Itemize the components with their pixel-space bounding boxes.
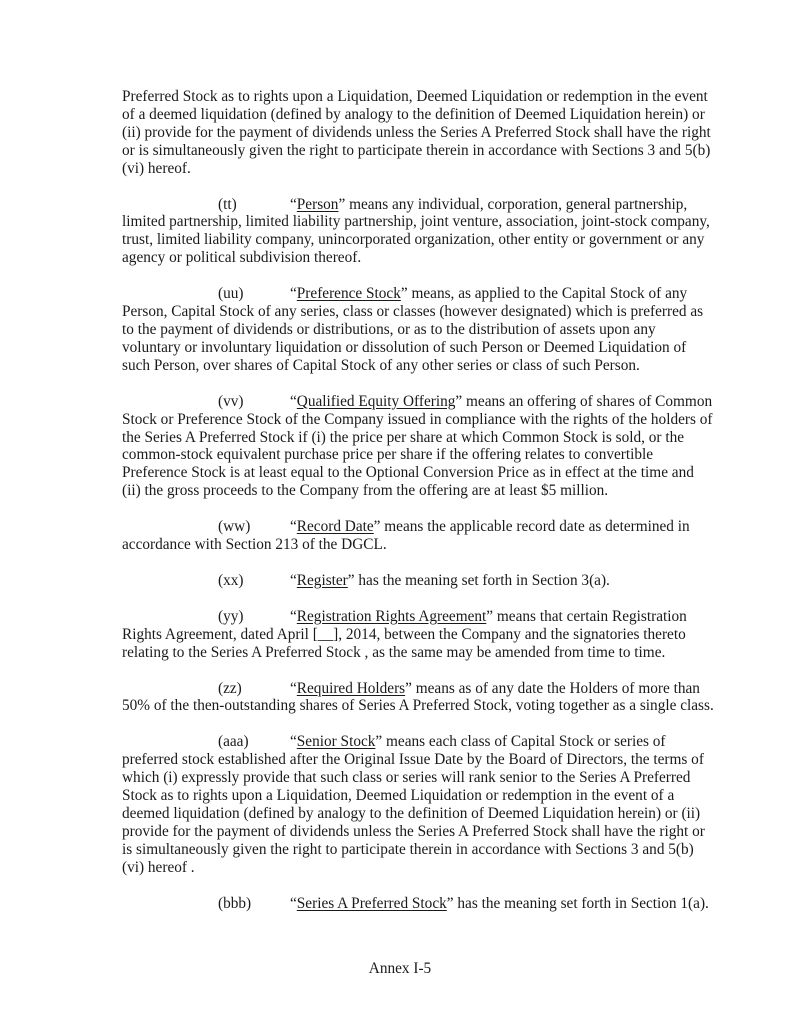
definition-number: (zz) — [218, 679, 242, 697]
definition-senior-stock: (aaa) “Senior Stock” means each class of Capital Stock or series of preferred stock established after the Original Issue Date by the Board of Directors, the terms of which (i) expressly provide that such class or series will rank senior to the Series A Preferred Stock as to rights upon a Liquidation, Deemed Liquidation or redemption in the event of a deemed liquidation (defined by analogy to the definition of Deemed Liquidation herein) or (ii) provide for the payment of dividends unless the Series A Preferred Stock shall have the right or is simultaneously given the right to participate therein in accordance with Sections 3 and 5(b)(vi) hereof . — [122, 733, 705, 876]
definition-number: (bbb) — [218, 894, 252, 912]
defined-term: Required Holders — [296, 679, 406, 697]
defined-term: Record Date — [296, 518, 374, 536]
intro-paragraph: Preferred Stock as to rights upon a Liquidation, Deemed Liquidation or redemption in the event of a deemed liquidation (defined by analogy to the definition of Deemed Liquidation herein) or (ii) provide for the payment of dividends unless the Series A Preferred Stock shall have the right or is simultaneously given the right to participate therein in accordance with Sections 3 and 5(b)(vi) hereof. — [122, 88, 711, 177]
definition-register: (xx) “Register” has the meaning set forth in Section 3(a). — [122, 572, 714, 590]
definition-number: (yy) — [218, 607, 244, 625]
definition-registration-rights-agreement: (yy) “Registration Rights Agreement” means that certain Registration Rights Agreement, dated April [__], 2014, between the Company and the signatories thereto relating to the Series A Preferred Stock , as the same may be amended from time to time. — [122, 607, 687, 661]
definition-text: ” has the meaning set forth in Section 1(a). — [446, 894, 709, 912]
defined-term: Series A Preferred Stock — [296, 894, 447, 912]
definition-text: ” means as of any date the Holders of more than 50% of the then-outstanding shares of Series A Preferred Stock, voting together as a single class. — [122, 679, 714, 715]
defined-term: Register — [296, 571, 348, 589]
definition-person: (tt) “Person” means any individual, corporation, general partnership, limited partnership, limited liability partnership, joint venture, association, joint-stock company, trust, limited liability company, unincorporated organization, other entity or government or any agency or political subdivision thereof. — [122, 195, 710, 267]
definition-text: ” means the applicable record date as determined in accordance with Section 213 of the DGCL. — [122, 518, 690, 554]
definition-number: (ww) — [218, 518, 251, 536]
defined-term: Senior Stock — [296, 733, 376, 751]
defined-term: Person — [296, 195, 339, 213]
definition-text: ” means any individual, corporation, general partnership, limited partnership, limited liability partnership, joint venture, association, joint-stock company, trust, limited liability company, unincorporated organization, other entity or government or any agency or political subdivision thereof. — [122, 195, 710, 267]
definition-text: ” means, as applied to the Capital Stock of any Person, Capital Stock of any series, class or classes (however designated) which is preferred as to the payment of dividends or distributions, or as to the distribution of assets upon any voluntary or involuntary liquidation or dissolution of such Person or Deemed Liquidation of such Person, over shares of Capital Stock of any other series or class of such Person. — [122, 285, 704, 374]
defined-term: Qualified Equity Offering — [296, 392, 456, 410]
definition-text: ” means that certain Registration Rights Agreement, dated April [__], 2014, between the Company and the signatories thereto relating to the Series A Preferred Stock , as the same may be amended from time to time. — [122, 607, 687, 661]
definition-number: (uu) — [218, 285, 244, 303]
definition-text: ” means each class of Capital Stock or series of preferred stock established after the Original Issue Date by the Board of Directors, the terms of which (i) expressly provide that such class or series will rank senior to the Series A Preferred Stock as to rights upon a Liquidation, Deemed Liquidation or redemption in the event of a deemed liquidation (defined by analogy to the definition of Deemed Liquidation herein) or (ii) provide for the payment of dividends unless the Series A Preferred Stock shall have the right or is simultaneously given the right to participate therein in accordance with Sections 3 and 5(b)(vi) hereof . — [122, 733, 705, 876]
definition-required-holders: (zz) “Required Holders” means as of any date the Holders of more than 50% of the then-outstanding shares of Series A Preferred Stock, voting together as a single class. — [122, 679, 714, 715]
definition-text: ” has the meaning set forth in Section 3(a). — [347, 571, 610, 589]
page-footer: Annex I-5 — [368, 960, 432, 977]
definition-series-a-preferred-stock: (bbb) “Series A Preferred Stock” has the meaning set forth in Section 1(a). — [122, 895, 714, 913]
definition-number: (tt) — [218, 195, 237, 213]
definition-record-date: (ww) “Record Date” means the applicable record date as determined in accordance with Section 213 of the DGCL. — [122, 518, 690, 554]
defined-term: Preference Stock — [296, 285, 401, 303]
definition-number: (aaa) — [218, 733, 249, 751]
definition-qualified-equity-offering: (vv) “Qualified Equity Offering” means an offering of shares of Common Stock or Preference Stock of the Company issued in compliance with the rights of the holders of the Series A Preferred Stock if (i) the price per share at which Common Stock is sold, or the common-stock equivalent purchase price per share if the offering relates to convertible Preference Stock is at least equal to the Optional Conversion Price as in effect at the time and (ii) the gross proceeds to the Company from the offering are at least $5 million. — [122, 392, 713, 500]
definition-text: ” means an offering of shares of Common Stock or Preference Stock of the Company issued in compliance with the rights of the holders of the Series A Preferred Stock if (i) the price per share at which Common Stock is sold, or the common-stock equivalent purchase price per share if the offering relates to convertible Preference Stock is at least equal to the Optional Conversion Price as in effect at the time and (ii) the gross proceeds to the Company from the offering are at least $5 million. — [122, 392, 713, 500]
document-page — [122, 88, 714, 931]
defined-term: Registration Rights Agreement — [296, 607, 487, 625]
definition-preference-stock: (uu) “Preference Stock” means, as applied to the Capital Stock of any Person, Capital Stock of any series, class or classes (however designated) which is preferred as to the payment of dividends or distributions, or as to the distribution of assets upon any voluntary or involuntary liquidation or dissolution of such Person or Deemed Liquidation of such Person, over shares of Capital Stock of any other series or class of such Person. — [122, 285, 704, 374]
definition-number: (xx) — [218, 571, 244, 589]
definition-number: (vv) — [218, 392, 244, 410]
